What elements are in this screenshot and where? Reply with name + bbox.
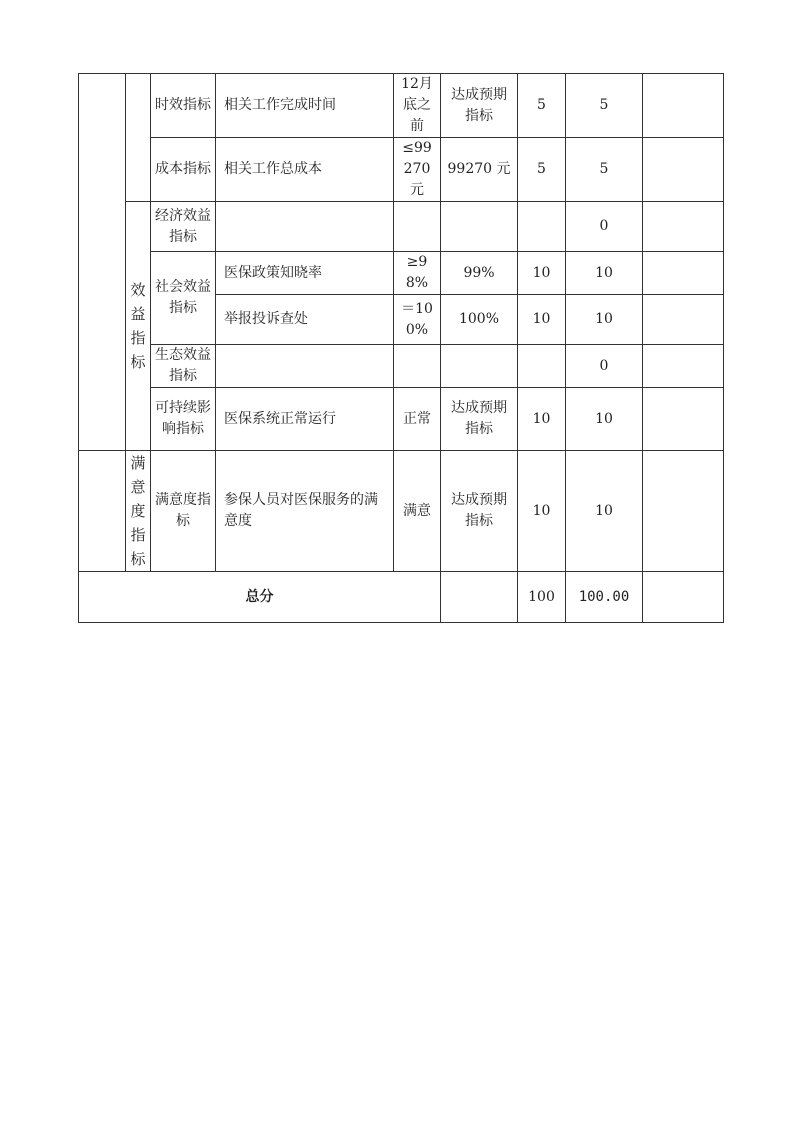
- table-row: [79, 345, 724, 388]
- outer-category-cell: [79, 74, 126, 451]
- table-row: [79, 451, 724, 572]
- weight-cell: [518, 202, 566, 252]
- indicator-cell: 医保政策知晓率: [216, 252, 394, 295]
- actual-cell: 达成预期指标: [441, 388, 518, 451]
- total-weight-cell: 100: [518, 572, 566, 623]
- score-cell: 5: [566, 138, 643, 202]
- score-cell: 0: [566, 345, 643, 388]
- indicator-cell: [216, 345, 394, 388]
- category-cell: 时效指标: [151, 74, 216, 138]
- indicator-cell: 相关工作总成本: [216, 138, 394, 202]
- target-cell: [394, 202, 441, 252]
- actual-cell: 达成预期指标: [441, 451, 518, 572]
- remark-cell: [643, 202, 724, 252]
- remark-cell: [643, 74, 724, 138]
- outer-category-cell: [79, 451, 126, 572]
- weight-cell: 5: [518, 138, 566, 202]
- actual-cell: 99270 元: [441, 138, 518, 202]
- score-cell: 0: [566, 202, 643, 252]
- target-cell: ≥98%: [394, 252, 441, 295]
- remark-cell: [643, 295, 724, 345]
- actual-cell: 达成预期指标: [441, 74, 518, 138]
- remark-cell: [643, 252, 724, 295]
- table-row: [79, 202, 724, 252]
- target-cell: 12月底之前: [394, 74, 441, 138]
- table-row: [79, 388, 724, 451]
- score-cell: 10: [566, 252, 643, 295]
- weight-cell: 5: [518, 74, 566, 138]
- table-row: [79, 74, 724, 138]
- category-cell: 生态效益指标: [151, 345, 216, 388]
- score-cell: 5: [566, 74, 643, 138]
- score-cell: 10: [566, 295, 643, 345]
- table-row: [79, 252, 724, 295]
- performance-table: [78, 73, 724, 623]
- output-group-cell: [126, 74, 151, 202]
- remark-cell: [643, 345, 724, 388]
- target-cell: [394, 345, 441, 388]
- actual-cell: 100%: [441, 295, 518, 345]
- satisfaction-group-label: 满意度指标: [130, 454, 146, 568]
- benefit-group-label: 效益指标: [130, 281, 146, 371]
- benefit-group-cell: [126, 202, 151, 451]
- target-cell: ＝100%: [394, 295, 441, 345]
- indicator-cell: 举报投诉查处: [216, 295, 394, 345]
- total-row: [79, 572, 724, 623]
- category-cell: 经济效益指标: [151, 202, 216, 252]
- table-row: [79, 138, 724, 202]
- actual-cell: [441, 345, 518, 388]
- score-cell: 10: [566, 388, 643, 451]
- total-remark-cell: [643, 572, 724, 623]
- indicator-cell: 医保系统正常运行: [216, 388, 394, 451]
- category-cell: 满意度指标: [151, 451, 216, 572]
- score-cell: 10: [566, 451, 643, 572]
- total-actual-cell: [441, 572, 518, 623]
- target-cell: ≤99270元: [394, 138, 441, 202]
- actual-cell: 99%: [441, 252, 518, 295]
- weight-cell: 10: [518, 295, 566, 345]
- remark-cell: [643, 138, 724, 202]
- indicator-cell: 参保人员对医保服务的满意度: [216, 451, 394, 572]
- remark-cell: [643, 451, 724, 572]
- indicator-cell: [216, 202, 394, 252]
- category-cell: 成本指标: [151, 138, 216, 202]
- indicator-cell: 相关工作完成时间: [216, 74, 394, 138]
- weight-cell: 10: [518, 388, 566, 451]
- category-cell: 社会效益指标: [151, 252, 216, 345]
- target-cell: 满意: [394, 451, 441, 572]
- target-cell: 正常: [394, 388, 441, 451]
- actual-cell: [441, 202, 518, 252]
- remark-cell: [643, 388, 724, 451]
- total-score-cell: 100.00: [566, 572, 643, 623]
- weight-cell: [518, 345, 566, 388]
- category-cell: 可持续影响指标: [151, 388, 216, 451]
- weight-cell: 10: [518, 252, 566, 295]
- total-label: 总分: [79, 572, 441, 623]
- satisfaction-group-cell: [126, 451, 151, 572]
- weight-cell: 10: [518, 451, 566, 572]
